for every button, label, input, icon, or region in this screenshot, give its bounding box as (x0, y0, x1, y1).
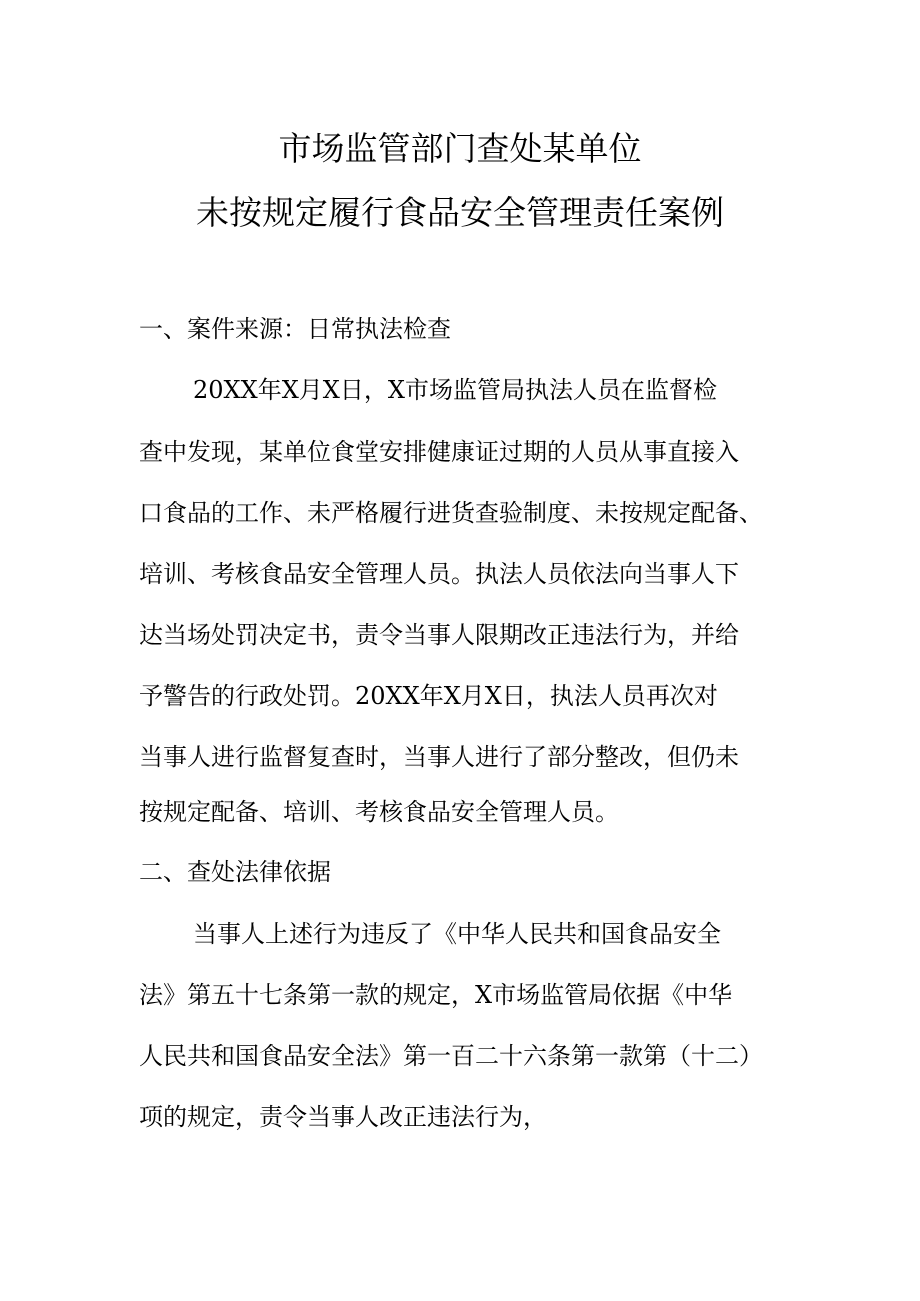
section-1-paragraph-line: 予警告的行政处罚。20XX年X月X日，执法人员再次对 (139, 682, 718, 710)
section-2-paragraph-line: 项的规定，责令当事人改正违法行为， (139, 1103, 547, 1131)
section-2-paragraph-line: 当事人上述行为违反了《中华人民共和国食品安全 (193, 920, 721, 948)
section-1-paragraph-line: 按规定配备、培训、考核食品安全管理人员。 (139, 798, 619, 826)
section-1-paragraph-line: 20XX年X月X日，X市场监管局执法人员在监督检 (193, 376, 717, 404)
section-1-paragraph-line: 达当场处罚决定书，责令当事人限期改正违法行为，并给 (139, 621, 739, 649)
section-2-paragraph-line: 人民共和国食品安全法》第一百二十六条第一款第（十二） (139, 1042, 763, 1070)
section-2-paragraph-line: 法》第五十七条第一款的规定，X市场监管局依据《中华 (139, 981, 733, 1009)
section-1-paragraph-line: 口食品的工作、未严格履行进货查验制度、未按规定配备、 (139, 499, 763, 527)
section-1-paragraph-line: 当事人进行监督复查时，当事人进行了部分整改，但仍未 (139, 743, 739, 771)
document-title-line-1: 市场监管部门查处某单位 (278, 129, 642, 168)
section-2-heading: 二、查处法律依据 (139, 858, 331, 886)
section-1-paragraph-line: 查中发现，某单位食堂安排健康证过期的人员从事直接入 (139, 438, 739, 466)
document-title-line-2: 未按规定履行食品安全管理责任案例 (196, 193, 724, 232)
section-1-paragraph-line: 培训、考核食品安全管理人员。执法人员依法向当事人下 (139, 560, 739, 588)
section-1-heading: 一、案件来源：日常执法检查 (139, 315, 451, 343)
